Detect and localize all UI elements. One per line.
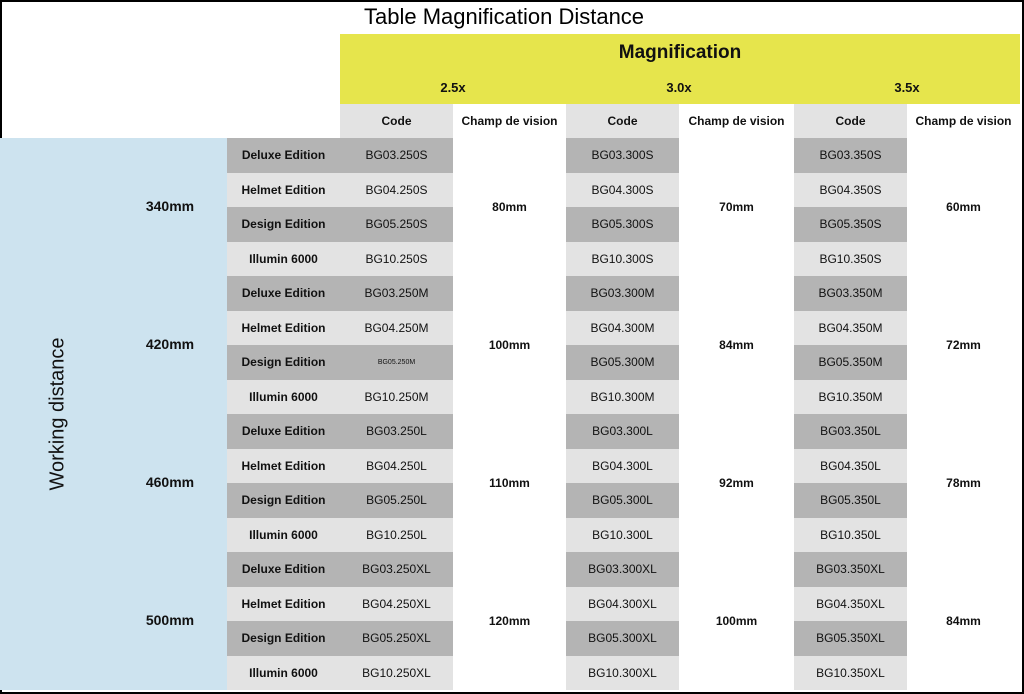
product-code: BG10.250L xyxy=(340,518,453,553)
edition-label: Design Edition xyxy=(227,483,340,518)
magnification-title: Magnification xyxy=(618,42,742,63)
product-code: BG10.350L xyxy=(794,518,907,553)
edition-label: Design Edition xyxy=(227,345,340,380)
magnification-value: 3.0x xyxy=(666,80,692,95)
product-code: BG03.250L xyxy=(340,414,453,449)
edition-label: Design Edition xyxy=(227,207,340,242)
page-title: Table Magnification Distance xyxy=(364,4,645,29)
champ-de-vision-value: 70mm xyxy=(680,138,793,276)
working-distance-value: 420mm xyxy=(145,336,195,352)
product-code: BG05.300XL xyxy=(566,621,679,656)
edition-label: Deluxe Edition xyxy=(227,138,340,173)
product-code: BG03.250S xyxy=(340,138,453,173)
product-code: BG05.350M xyxy=(794,345,907,380)
edition-label: Illumin 6000 xyxy=(227,656,340,691)
product-code: BG10.300M xyxy=(566,380,679,415)
product-code: BG10.300S xyxy=(566,242,679,277)
champ-de-vision-value: 120mm xyxy=(453,552,566,690)
product-code: BG05.250L xyxy=(340,483,453,518)
champ-de-vision-value: 78mm xyxy=(907,414,1020,552)
champ-de-vision-value: 110mm xyxy=(453,414,566,552)
product-code: BG04.300M xyxy=(566,311,679,346)
product-code: BG10.350XL xyxy=(794,656,907,691)
product-code: BG03.250XL xyxy=(340,552,453,587)
product-code: BG04.350S xyxy=(794,173,907,208)
magnification-value: 2.5x xyxy=(440,80,466,95)
product-code: BG03.250M xyxy=(340,276,453,311)
product-code: BG10.300L xyxy=(566,518,679,553)
edition-label: Helmet Edition xyxy=(227,311,340,346)
product-code: BG03.350S xyxy=(794,138,907,173)
edition-label: Design Edition xyxy=(227,621,340,656)
product-code: BG03.300L xyxy=(566,414,679,449)
edition-label: Illumin 6000 xyxy=(227,242,340,277)
product-code: BG05.300L xyxy=(566,483,679,518)
edition-label: Illumin 6000 xyxy=(227,518,340,553)
working-distance-band xyxy=(0,138,227,690)
working-distance-value: 500mm xyxy=(145,612,195,628)
product-code: BG05.350S xyxy=(794,207,907,242)
product-code: BG03.350L xyxy=(794,414,907,449)
product-code: BG04.250XL xyxy=(340,587,453,622)
column-header-code: Code xyxy=(566,104,679,138)
champ-de-vision-value: 72mm xyxy=(907,276,1020,414)
product-code: BG05.300M xyxy=(566,345,679,380)
edition-label: Illumin 6000 xyxy=(227,380,340,415)
product-code: BG04.350L xyxy=(794,449,907,484)
column-header-champ: Champ de vision xyxy=(453,104,566,138)
edition-label: Deluxe Edition xyxy=(227,552,340,587)
product-code: BG05.250S xyxy=(340,207,453,242)
edition-label: Helmet Edition xyxy=(227,449,340,484)
magnification-value: 3.5x xyxy=(894,80,920,95)
product-code: BG04.250L xyxy=(340,449,453,484)
champ-de-vision-value: 84mm xyxy=(680,276,793,414)
product-code: BG04.350M xyxy=(794,311,907,346)
product-code: BG03.300XL xyxy=(566,552,679,587)
edition-label: Deluxe Edition xyxy=(227,414,340,449)
edition-label: Helmet Edition xyxy=(227,173,340,208)
column-header-code: Code xyxy=(340,104,453,138)
product-code: BG05.300S xyxy=(566,207,679,242)
product-code: BG03.300M xyxy=(566,276,679,311)
product-code: BG10.350M xyxy=(794,380,907,415)
working-distance-value: 460mm xyxy=(145,474,195,490)
working-distance-label: Working distance xyxy=(46,337,69,491)
product-code: BG04.250M xyxy=(340,311,453,346)
champ-de-vision-value: 100mm xyxy=(453,276,566,414)
column-header-champ: Champ de vision xyxy=(680,104,793,138)
product-code: BG03.350XL xyxy=(794,552,907,587)
product-code: BG03.350M xyxy=(794,276,907,311)
edition-label: Helmet Edition xyxy=(227,587,340,622)
working-distance-value: 340mm xyxy=(145,198,195,214)
product-code: BG05.250M xyxy=(340,345,453,380)
product-code: BG04.300L xyxy=(566,449,679,484)
column-header-code: Code xyxy=(794,104,907,138)
champ-de-vision-value: 100mm xyxy=(680,552,793,690)
product-code: BG05.350XL xyxy=(794,621,907,656)
product-code: BG10.250M xyxy=(340,380,453,415)
champ-de-vision-value: 84mm xyxy=(907,552,1020,690)
product-code: BG03.300S xyxy=(566,138,679,173)
champ-de-vision-value: 80mm xyxy=(453,138,566,276)
column-header-champ: Champ de vision xyxy=(907,104,1020,138)
product-code: BG10.300XL xyxy=(566,656,679,691)
champ-de-vision-value: 60mm xyxy=(907,138,1020,276)
product-code: BG04.350XL xyxy=(794,587,907,622)
product-code: BG04.300S xyxy=(566,173,679,208)
product-code: BG04.300XL xyxy=(566,587,679,622)
champ-de-vision-value: 92mm xyxy=(680,414,793,552)
product-code: BG05.250XL xyxy=(340,621,453,656)
product-code: BG10.350S xyxy=(794,242,907,277)
product-code: BG04.250S xyxy=(340,173,453,208)
product-code: BG10.250XL xyxy=(340,656,453,691)
product-code: BG10.250S xyxy=(340,242,453,277)
edition-label: Deluxe Edition xyxy=(227,276,340,311)
product-code: BG05.350L xyxy=(794,483,907,518)
